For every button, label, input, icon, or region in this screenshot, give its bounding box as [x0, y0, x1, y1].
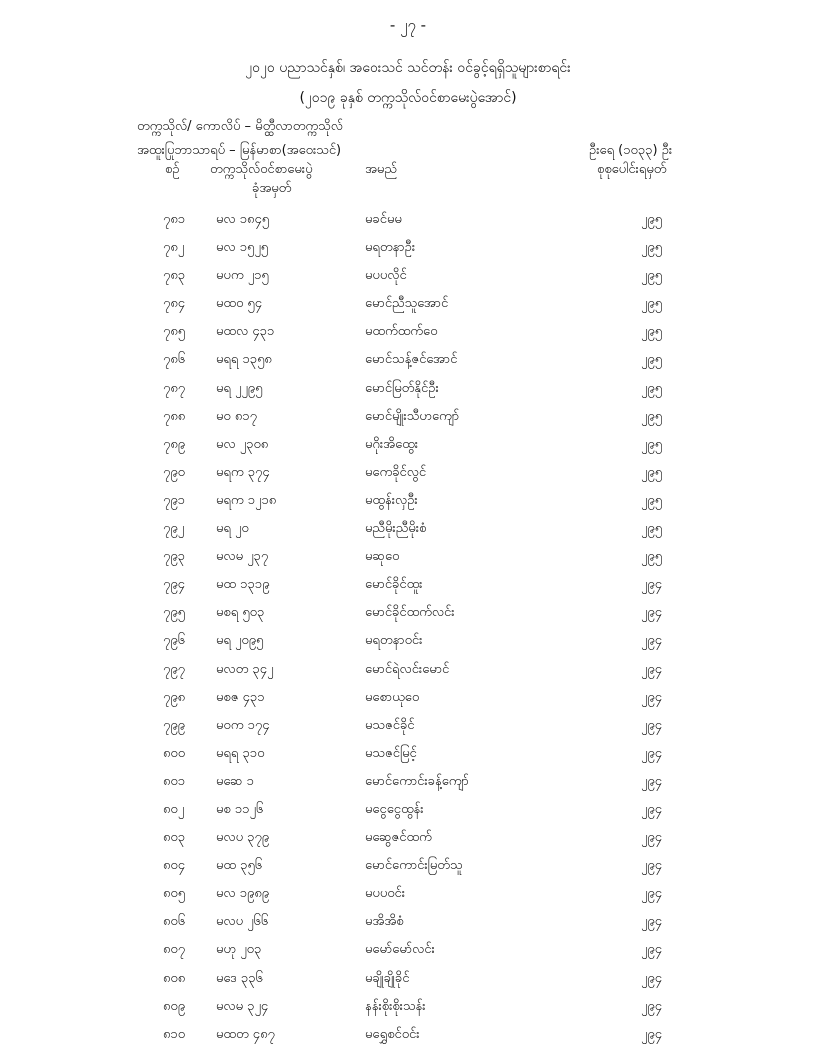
row-name: မချိုချိုခိုင် [365, 970, 410, 986]
row-marks: ၂၉၄ [641, 998, 663, 1014]
row-roll-number: မလမ ၃၂၄ [216, 998, 269, 1014]
row-roll-number: မလ ၂၃၀၈ [216, 436, 269, 452]
row-roll-number: မလတ ၃၄၂ [216, 661, 274, 677]
table-row [0, 661, 816, 689]
row-roll-number: မထ ၁၃၁၉ [216, 577, 270, 593]
row-number: ၈၀၈ [163, 970, 186, 986]
row-number: ၇၉၂ [163, 521, 185, 537]
row-marks: ၂၉၅ [641, 240, 663, 256]
header-name: အမည် [365, 162, 397, 177]
table-row [0, 773, 816, 801]
table-row [0, 689, 816, 717]
row-roll-number: မရရ ၁၃၅၈ [216, 352, 272, 368]
table-row [0, 1026, 816, 1054]
row-name: မောင်ကောင်းမြတ်သူ [365, 858, 463, 874]
table-row [0, 492, 816, 520]
header-roll-line2: ခုံအမှတ် [252, 181, 292, 196]
row-marks: ၂၉၄ [641, 942, 663, 958]
row-name: မအိအိစံ [365, 914, 404, 930]
row-marks: ၂၉၅ [641, 352, 663, 368]
row-number: ၇၉၉ [163, 717, 185, 733]
total-count: ဦးရေ (၁၀၃၃) ဦး [589, 143, 673, 158]
subject-line: အထူးပြုဘာသာရပ် – မြန်မာစာ(အဝေးသင်) [137, 143, 342, 158]
row-name: နန်းစိုးစိုးသန်း [365, 998, 426, 1014]
row-roll-number: မရက ၁၂၁၈ [216, 492, 277, 508]
table-row [0, 380, 816, 408]
row-number: ၈၀၇ [163, 942, 186, 958]
row-roll-number: မဝက ၁၇၄ [216, 717, 270, 733]
row-roll-number: မရ ၂၀၉၅ [216, 633, 264, 649]
row-name: မောင်ခိုင်ထူး [365, 577, 423, 593]
row-roll-number: မလ ၁၉၈၉ [216, 886, 270, 902]
row-roll-number: မထလ ၄၃၁ [216, 324, 275, 340]
row-number: ၇၈၅ [163, 324, 186, 340]
row-roll-number: မစရ ၅၀၃ [216, 605, 265, 621]
row-marks: ၂၉၄ [641, 605, 663, 621]
table-row [0, 632, 816, 660]
table-row [0, 829, 816, 857]
row-number: ၇၈၇ [163, 380, 186, 396]
row-marks: ၂၉၅ [641, 464, 663, 480]
row-number: ၇၈၃ [163, 268, 186, 284]
row-marks: ၂၉၅ [641, 380, 663, 396]
row-name: မမော်မော်လင်း [365, 942, 435, 958]
row-marks: ၂၉၅ [641, 268, 663, 284]
table-row [0, 717, 816, 745]
row-roll-number: မလ ၁၈၄၅ [216, 212, 270, 227]
row-number: ၈၀၄ [163, 858, 186, 874]
row-name: မောင်သန့်ဇင်အောင် [365, 352, 458, 368]
table-row [0, 408, 816, 436]
document-title: ၂၀၂၀ ပညာသင်နှစ်၊ အဝေးသင် သင်တန်း ဝင်ခွင့်ရရှိသူများစာရင်း [245, 60, 571, 76]
row-name: မငွေငွေထွန်း [365, 801, 424, 817]
row-name: မောင်ကောင်းခန့်ကျော် [365, 773, 469, 789]
row-roll-number: မရရ ၃၁၀ [216, 745, 265, 761]
row-roll-number: မဝ ၈၁၇ [216, 408, 257, 424]
row-number: ၇၈၄ [163, 296, 186, 312]
row-marks: ၂၉၄ [641, 689, 663, 705]
table-row [0, 941, 816, 969]
row-marks: ၂၉၄ [641, 577, 663, 593]
header-roll-line1: တက္ကသိုလ်ဝင်စာမေးပွဲ [210, 162, 313, 177]
header-marks: စုစုပေါင်းရမှတ် [597, 162, 667, 177]
row-roll-number: မစ ၁၁၂၆ [216, 801, 264, 817]
row-marks: ၂၉၄ [641, 717, 663, 733]
row-marks: ၂၉၄ [641, 830, 663, 846]
row-marks: ၂၉၅ [641, 521, 663, 537]
row-name: မောင်မျိုးသီဟကျော် [365, 408, 460, 424]
row-number: ၈၀၂ [163, 801, 185, 817]
row-roll-number: မဆေ ၁ [216, 773, 254, 789]
row-roll-number: မထ ၃၅၆ [216, 858, 263, 874]
row-marks: ၂၉၄ [641, 773, 663, 789]
row-marks: ၂၉၅ [641, 436, 663, 452]
table-row [0, 885, 816, 913]
row-number: ၇၉၀ [163, 464, 185, 480]
row-name: မဆုဝေ [365, 549, 400, 565]
table-row [0, 604, 816, 632]
university-line: တက္ကသိုလ်/ ကောလိပ် – မိတ္ထီလာတက္ကသိုလ် [137, 119, 343, 134]
row-marks: ၂၉၄ [641, 661, 663, 677]
table-row [0, 548, 816, 576]
row-name: မဂိုးအိထွေး [365, 436, 419, 452]
row-number: ၈၀၃ [163, 830, 186, 846]
row-number: ၇၈၉ [163, 436, 186, 452]
row-name: မထွန်းလှဦး [365, 492, 418, 508]
row-number: ၇၉၄ [163, 577, 185, 593]
table-row [0, 576, 816, 604]
row-name: မပပလိုင် [365, 268, 407, 284]
table-row [0, 436, 816, 464]
table-row [0, 464, 816, 492]
row-name: မထက်ထက်ဝေ [365, 324, 438, 340]
table-row [0, 351, 816, 379]
table-row [0, 323, 816, 351]
row-roll-number: မစဇ ၄၃၁ [216, 689, 265, 705]
row-number: ၇၉၆ [163, 633, 185, 649]
row-name: မညီမိုးညီမိုးစံ [365, 521, 427, 537]
row-name: မသဇင်မြင့် [365, 745, 417, 761]
row-number: ၇၉၁ [163, 492, 185, 508]
row-name: မပပဝင်း [365, 886, 406, 902]
row-marks: ၂၉၄ [641, 801, 663, 817]
row-number: ၈၁၀ [163, 1026, 186, 1042]
row-marks: ၂၉၄ [641, 1026, 663, 1042]
row-name: မကေခိုင်လွင် [365, 464, 427, 480]
row-number: ၇၈၆ [163, 352, 186, 368]
row-number: ၈၀၆ [163, 914, 186, 930]
row-marks: ၂၉၅ [641, 324, 663, 340]
row-name: မရတနာဦး [365, 240, 416, 256]
row-number: ၇၈၈ [163, 408, 186, 424]
row-roll-number: မလမ ၂၃၇ [216, 549, 269, 565]
row-name: မောင်ညီသူအောင် [365, 296, 449, 312]
row-roll-number: မလ ၁၅၂၅ [216, 240, 269, 256]
row-number: ၈၀၁ [163, 773, 186, 789]
row-name: မဆွေဇင်ထက် [365, 830, 432, 846]
row-roll-number: မဒေ ၃၃၆ [216, 970, 263, 986]
row-number: ၇၉၃ [163, 549, 185, 565]
row-name: မရွှေစင်ဝင်း [365, 1026, 420, 1042]
row-roll-number: မလပ ၂၆၆ [216, 914, 269, 930]
table-row [0, 520, 816, 548]
row-number: ၇၉၈ [163, 689, 186, 705]
table-row [0, 801, 816, 829]
row-number: ၇၈၁ [163, 212, 186, 227]
row-number: ၈၀၀ [163, 745, 186, 761]
table-row [0, 267, 816, 295]
row-name: မောင်ရဲလင်းမောင် [365, 661, 450, 677]
row-number: ၈၀၉ [163, 998, 186, 1014]
row-name: မောင်မြတ်နိုင်ဦး [365, 380, 439, 396]
row-marks: ၂၉၅ [641, 296, 663, 312]
row-name: မောင်ခိုင်ထက်လင်း [365, 605, 455, 621]
row-name: မသဇင်ခိုင် [365, 717, 415, 733]
table-row [0, 998, 816, 1026]
row-marks: ၂၉၄ [641, 745, 663, 761]
row-name: မခင်မမ [365, 212, 402, 227]
row-marks: ၂၉၄ [641, 633, 663, 649]
header-number: စဉ် [165, 162, 180, 177]
table-row [0, 745, 816, 773]
row-number: ၈၀၅ [163, 886, 186, 902]
table-row [0, 970, 816, 998]
row-number: ၇၉၇ [163, 661, 185, 677]
table-row [0, 857, 816, 885]
row-marks: ၂၉၅ [641, 492, 663, 508]
row-roll-number: မရ ၂၀ [216, 521, 249, 537]
table-row [0, 211, 816, 239]
row-number: ၇၈၂ [163, 240, 185, 256]
row-marks: ၂၉၅ [641, 408, 663, 424]
row-roll-number: မဟု ၂၀၃ [216, 942, 262, 958]
row-roll-number: မထဝ ၅၄ [216, 296, 263, 312]
table-row [0, 239, 816, 267]
table-row [0, 913, 816, 941]
row-name: မစောယုဝေ [365, 689, 420, 705]
row-marks: ၂၉၄ [641, 886, 663, 902]
row-marks: ၂၉၄ [641, 858, 663, 874]
row-number: ၇၉၅ [163, 605, 185, 621]
row-name: မရတနာဝင်း [365, 633, 423, 649]
table-row [0, 295, 816, 323]
row-marks: ၂၉၄ [641, 970, 663, 986]
row-marks: ၂၉၄ [641, 914, 663, 930]
row-marks: ၂၉၅ [641, 549, 663, 565]
page-number: - ၂၇ - [389, 16, 427, 34]
row-roll-number: မရ ၂၂၉၅ [216, 380, 263, 396]
document-subtitle: (၂၀၁၉ ခုနှစ် တက္ကသိုလ်ဝင်စာမေးပွဲအောင်) [299, 90, 517, 106]
row-roll-number: မလပ ၃၇၉ [216, 830, 270, 846]
row-roll-number: မပက ၂၁၅ [216, 268, 269, 284]
row-roll-number: မရက ၃၇၄ [216, 464, 270, 480]
row-roll-number: မထတ ၄၈၇ [216, 1026, 275, 1042]
row-marks: ၂၉၅ [641, 212, 663, 227]
student-list [0, 211, 816, 1054]
